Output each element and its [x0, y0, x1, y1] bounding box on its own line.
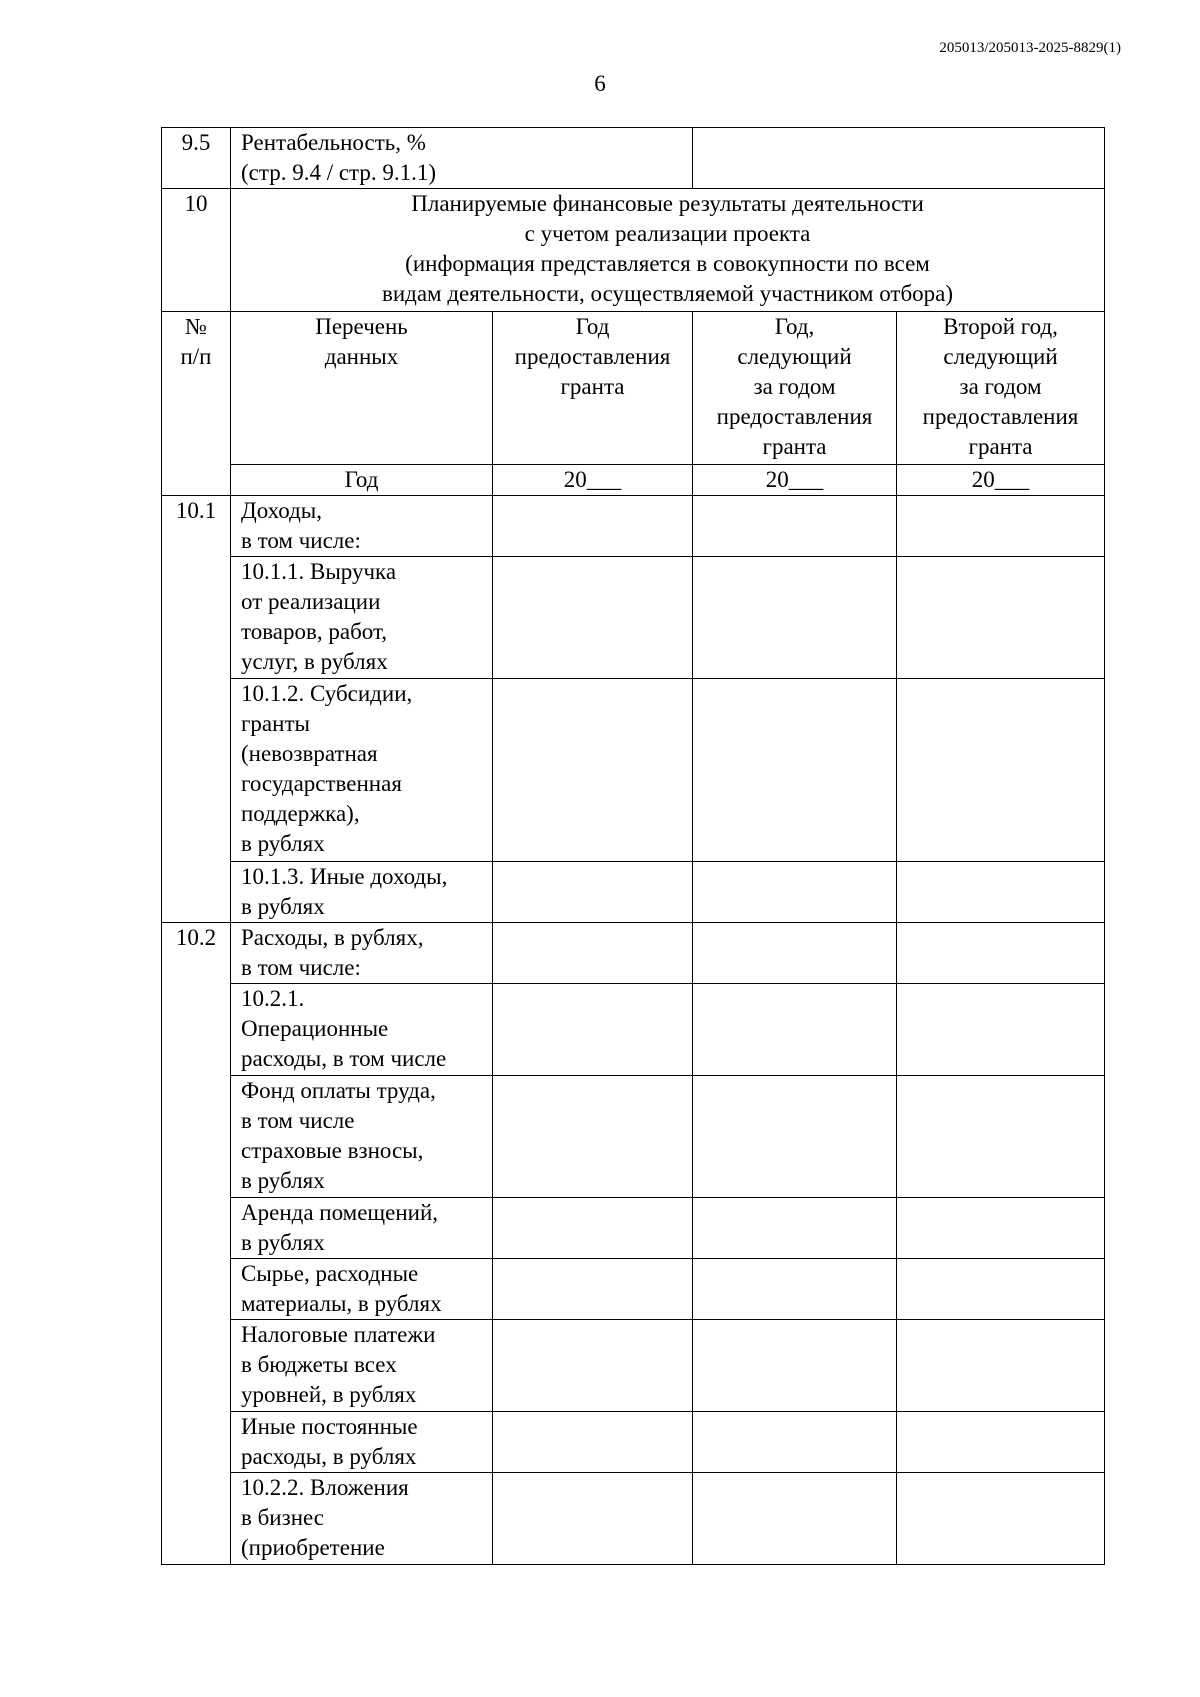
value-cell[interactable]: [693, 679, 897, 862]
value-cell[interactable]: [493, 1259, 693, 1320]
value-cell[interactable]: [693, 923, 897, 984]
value-cell[interactable]: [693, 496, 897, 557]
row-label: Рентабельность, % (стр. 9.4 / стр. 9.1.1): [231, 128, 693, 189]
year-1-field[interactable]: 20___: [493, 465, 693, 496]
value-cell[interactable]: [493, 557, 693, 679]
value-cell[interactable]: [897, 1473, 1105, 1565]
row-label: Иные постоянные расходы, в рублях: [231, 1412, 493, 1473]
value-cell[interactable]: [897, 1320, 1105, 1412]
financial-results-table: [161, 127, 1105, 1565]
value-cell[interactable]: [897, 923, 1105, 984]
row-label: Налоговые платежи в бюджеты всех уровней, в рублях: [231, 1320, 493, 1412]
table-row: [162, 1259, 1105, 1320]
table-row: [162, 862, 1105, 923]
value-cell[interactable]: [493, 1412, 693, 1473]
value-cell[interactable]: [493, 496, 693, 557]
table-row: [162, 189, 1105, 312]
value-cell[interactable]: [693, 984, 897, 1076]
page-number: 6: [594, 71, 606, 96]
year-2-field[interactable]: 20___: [693, 465, 897, 496]
row-label: Фонд оплаты труда, в том числе страховые взносы, в рублях: [231, 1076, 493, 1198]
column-header-row: [162, 312, 1105, 465]
table-row: [162, 1198, 1105, 1259]
value-cell[interactable]: [897, 1198, 1105, 1259]
value-cell[interactable]: [897, 862, 1105, 923]
value-cell[interactable]: [693, 1198, 897, 1259]
section-title: Планируемые финансовые результаты деятельности с учетом реализации проекта (информация представляется в совокупности по всем видам деятельности, осуществляемой участником отбора): [231, 189, 1105, 312]
column-header-data-list: Перечень данных: [231, 312, 493, 465]
table-row: [162, 1320, 1105, 1412]
value-cell[interactable]: [693, 862, 897, 923]
value-cell[interactable]: [897, 1076, 1105, 1198]
column-header-year-3: Второй год, следующий за годом предоставления гранта: [897, 312, 1105, 465]
row-label: 10.2.2. Вложения в бизнес (приобретение: [231, 1473, 493, 1565]
value-cell[interactable]: [493, 923, 693, 984]
value-cell[interactable]: [693, 1320, 897, 1412]
table-row: [162, 128, 1105, 189]
column-header-year-2: Год, следующий за годом предоставления гранта: [693, 312, 897, 465]
value-cell[interactable]: [493, 1076, 693, 1198]
row-label: Доходы, в том числе:: [231, 496, 493, 557]
value-cell[interactable]: [693, 1473, 897, 1565]
column-header-num: № п/п: [162, 312, 231, 465]
row-label: 10.1.3. Иные доходы, в рублях: [231, 862, 493, 923]
value-cell[interactable]: [897, 1412, 1105, 1473]
value-cell[interactable]: [693, 557, 897, 679]
value-cell[interactable]: [897, 679, 1105, 862]
table-row: [162, 984, 1105, 1076]
table-row: [162, 557, 1105, 679]
row-label: Сырье, расходные материалы, в рублях: [231, 1259, 493, 1320]
value-cell[interactable]: [897, 557, 1105, 679]
row-number: 10.1: [162, 496, 231, 923]
column-header-year-1: Год предоставления гранта: [493, 312, 693, 465]
row-label: 10.1.2. Субсидии, гранты (невозвратная государственная поддержка), в рублях: [231, 679, 493, 862]
table-row: [162, 1076, 1105, 1198]
value-cell[interactable]: [493, 679, 693, 862]
row-number: 10.2: [162, 923, 231, 1565]
table-row: [162, 1412, 1105, 1473]
row-number: 9.5: [162, 128, 231, 189]
table-row: [162, 679, 1105, 862]
value-cell[interactable]: [493, 862, 693, 923]
value-cell[interactable]: [493, 1198, 693, 1259]
table-row: [162, 1473, 1105, 1565]
year-row: [162, 465, 1105, 496]
value-cell[interactable]: [493, 1473, 693, 1565]
row-label: 10.2.1. Операционные расходы, в том числе: [231, 984, 493, 1076]
value-cell[interactable]: [693, 128, 1105, 189]
row-label: Расходы, в рублях, в том числе:: [231, 923, 493, 984]
value-cell[interactable]: [693, 1076, 897, 1198]
row-label: 10.1.1. Выручка от реализации товаров, работ, услуг, в рублях: [231, 557, 493, 679]
document-id: 205013/205013-2025-8829(1): [939, 40, 1121, 56]
year-3-field[interactable]: 20___: [897, 465, 1105, 496]
table-row: [162, 496, 1105, 557]
empty-cell: [162, 465, 231, 496]
row-label: Аренда помещений, в рублях: [231, 1198, 493, 1259]
value-cell[interactable]: [897, 496, 1105, 557]
value-cell[interactable]: [693, 1259, 897, 1320]
year-label: Год: [231, 465, 493, 496]
table-row: [162, 923, 1105, 984]
value-cell[interactable]: [693, 1412, 897, 1473]
value-cell[interactable]: [897, 984, 1105, 1076]
value-cell[interactable]: [897, 1259, 1105, 1320]
value-cell[interactable]: [493, 984, 693, 1076]
value-cell[interactable]: [493, 1320, 693, 1412]
row-number: 10: [162, 189, 231, 312]
